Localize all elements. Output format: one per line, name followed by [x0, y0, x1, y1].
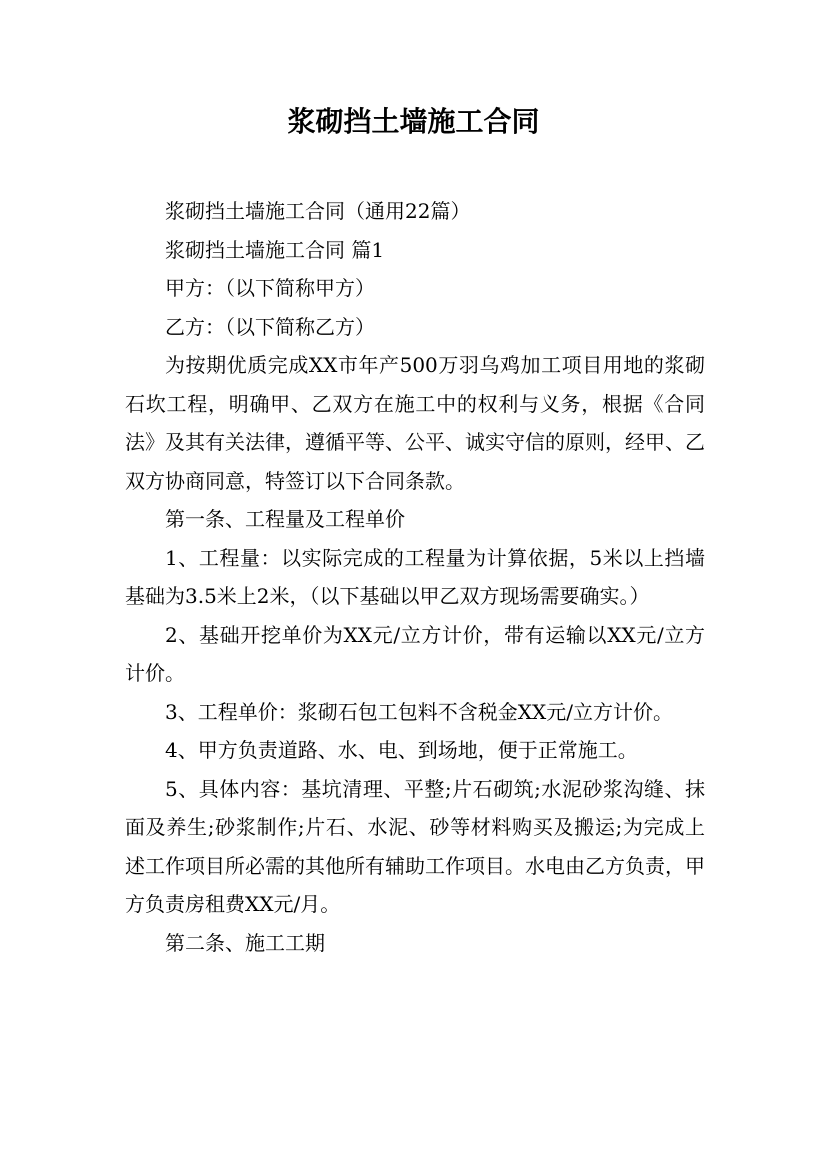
- paragraph-article-2-heading: 第二条、施工工期: [165, 930, 325, 955]
- paragraph-clause-1: 1、工程量：以实际完成的工程量为计算依据，5米以上挡墙基础为3.5米上2米，（以下基础以甲乙双方现场需要确实。）: [125, 545, 705, 608]
- document-title: 浆砌挡土墙施工合同: [287, 105, 540, 138]
- paragraph-clause-4: 4、甲方负责道路、水、电、到场地，便于正常施工。: [165, 738, 638, 762]
- paragraph-party-b: 乙方：（以下简称乙方）: [165, 314, 375, 339]
- paragraph-section-heading: 浆砌挡土墙施工合同 篇1: [165, 237, 385, 262]
- paragraph-clause-3: 3、工程单价：浆砌石包工包料不含税金XX元/立方计价。: [165, 699, 673, 724]
- paragraph-preamble: 为按期优质完成XX市年产500万羽乌鸡加工项目用地的浆砌石坎工程，明确甲、乙双方在施工中的权利与义务，根据《合同法》及其有关法律，遵循平等、公平、诚实守信的原则，经甲、乙双方协商同意，特签订以下合同条款。: [125, 353, 705, 493]
- paragraph-clause-5: 5、具体内容：基坑清理、平整;片石砌筑;水泥砂浆沟缝、抹面及养生;砂浆制作;片石、水泥、砂等材料购买及搬运;为完成上述工作项目所必需的其他所有辅助工作项目。水电由乙方负责，甲方负责房租费XX元/月。: [125, 776, 705, 916]
- document-body: [125, 192, 705, 962]
- paragraph-article-1-heading: 第一条、工程量及工程单价: [165, 507, 405, 531]
- paragraph-party-a: 甲方：（以下简称甲方）: [165, 276, 375, 300]
- paragraph-subtitle: 浆砌挡土墙施工合同（通用22篇）: [165, 199, 471, 223]
- paragraph-clause-2: 2、基础开挖单价为XX元/立方计价，带有运输以XX元/立方计价。: [125, 622, 705, 685]
